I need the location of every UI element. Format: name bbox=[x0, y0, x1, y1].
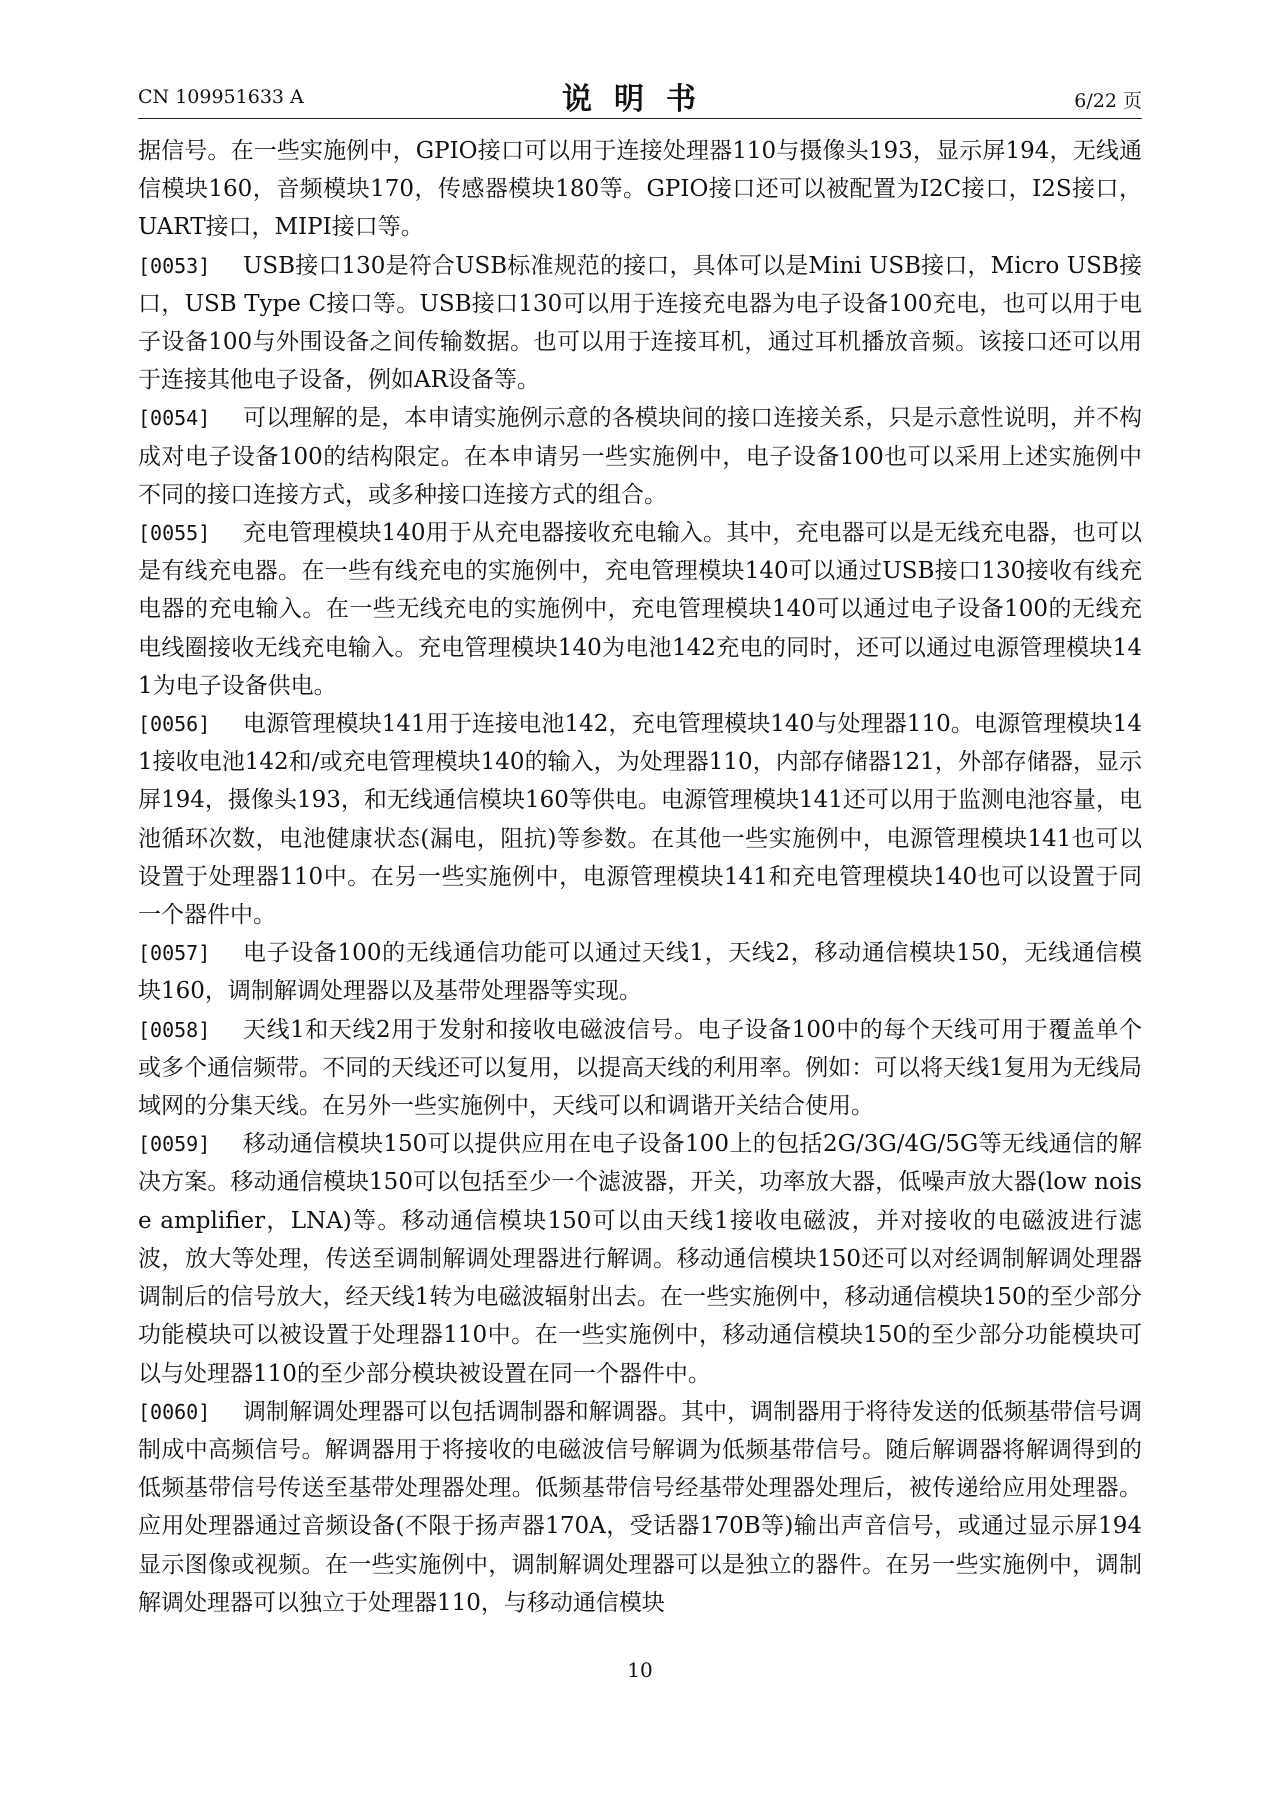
patent-number: CN 109951633 A bbox=[138, 86, 304, 108]
paragraph-0059 bbox=[138, 1125, 1142, 1392]
paragraph-text: 移动通信模块150可以提供应用在电子设备100上的包括2G/3G/4G/5G等无线通信的解决方案。移动通信模块150可以包括至少一个滤波器，开关，功率放大器，低噪声放大器(low noise amplifier，LNA)等。移动通信模块150可以由天线1接收电磁波，并对接收的电磁波进行滤波，放大等处理，传送至调制解调处理器进行解调。移动通信模块150还可以对经调制解调处理器调制后的信号放大，经天线1转为电磁波辐射出去。在一些实施例中，移动通信模块150的至少部分功能模块可以被设置于处理器110中。在一些实施例中，移动通信模块150的至少部分功能模块可以与处理器110的至少部分模块被设置在同一个器件中。 bbox=[138, 1131, 1142, 1387]
paragraph-text: 充电管理模块140用于从充电器接收充电输入。其中，充电器可以是无线充电器，也可以是有线充电器。在一些有线充电的实施例中，充电管理模块140可以通过USB接口130接收有线充电器的充电输入。在一些无线充电的实施例中，充电管理模块140可以通过电子设备100的无线充电线圈接收无线充电输入。充电管理模块140为电池142充电的同时，还可以通过电源管理模块141为电子设备供电。 bbox=[138, 520, 1142, 699]
paragraph-number: [0056] bbox=[138, 712, 211, 737]
paragraph-0060 bbox=[138, 1393, 1142, 1622]
paragraph-number: [0057] bbox=[138, 941, 211, 966]
paragraph-number: [0055] bbox=[138, 521, 211, 546]
paragraph-text: 电源管理模块141用于连接电池142，充电管理模块140与处理器110。电源管理模块141接收电池142和/或充电管理模块140的输入，为处理器110，内部存储器121，外部存储器，显示屏194，摄像头193，和无线通信模块160等供电。电源管理模块141还可以用于监测电池容量，电池循环次数，电池健康状态(漏电，阻抗)等参数。在其他一些实施例中，电源管理模块141也可以设置于处理器110中。在另一些实施例中，电源管理模块141和充电管理模块140也可以设置于同一个器件中。 bbox=[138, 711, 1142, 929]
paragraph-number: [0059] bbox=[138, 1132, 211, 1157]
page-header bbox=[138, 74, 1142, 118]
paragraph-text: USB接口130是符合USB标准规范的接口，具体可以是Mini USB接口，Micro USB接口，USB Type C接口等。USB接口130可以用于连接充电器为电子设备100充电，也可以用于电子设备100与外围设备之间传输数据。也可以用于连接耳机，通过耳机播放音频。该接口还可以用于连接其他电子设备，例如AR设备等。 bbox=[138, 252, 1142, 394]
paragraph-0058 bbox=[138, 1011, 1142, 1126]
paragraph-text: 天线1和天线2用于发射和接收电磁波信号。电子设备100中的每个天线可用于覆盖单个或多个通信频带。不同的天线还可以复用，以提高天线的利用率。例如：可以将天线1复用为无线局域网的分集天线。在另外一些实施例中，天线可以和调谐开关结合使用。 bbox=[138, 1016, 1142, 1120]
page-number: 10 bbox=[627, 1658, 653, 1682]
paragraph-number: [0060] bbox=[138, 1399, 211, 1424]
paragraph-number: [0058] bbox=[138, 1017, 211, 1042]
paragraph-text: 可以理解的是，本申请实施例示意的各模块间的接口连接关系，只是示意性说明，并不构成对电子设备100的结构限定。在本申请另一些实施例中，电子设备100也可以采用上述实施例中不同的接口连接方式，或多种接口连接方式的组合。 bbox=[138, 405, 1142, 508]
paragraph-0055 bbox=[138, 514, 1142, 705]
page-indicator: 6/22 页 bbox=[1074, 90, 1142, 112]
paragraph-0056 bbox=[138, 705, 1142, 934]
paragraph-text: 据信号。在一些实施例中，GPIO接口可以用于连接处理器110与摄像头193，显示屏194，无线通信模块160，音频模块170，传感器模块180等。GPIO接口还可以被配置为I2C接口，I2S接口，UART接口，MIPI接口等。 bbox=[138, 138, 1142, 241]
paragraph-0057 bbox=[138, 934, 1142, 1010]
paragraph-number: [0053] bbox=[138, 253, 211, 278]
document-title: 说明书 bbox=[562, 82, 718, 117]
header-divider bbox=[138, 118, 1142, 119]
paragraph-text: 调制解调处理器可以包括调制器和解调器。其中，调制器用于将待发送的低频基带信号调制成中高频信号。解调器用于将接收的电磁波信号解调为低频基带信号。随后解调器将解调得到的低频基带信号传送至基带处理器处理。低频基带信号经基带处理器处理后，被传递给应用处理器。应用处理器通过音频设备(不限于扬声器170A，受话器170B等)输出声音信号，或通过显示屏194显示图像或视频。在一些实施例中，调制解调处理器可以是独立的器件。在另一些实施例中，调制解调处理器可以独立于处理器110，与移动通信模块 bbox=[138, 1398, 1142, 1616]
paragraph-number: [0054] bbox=[138, 406, 211, 431]
document-body bbox=[138, 132, 1142, 1622]
paragraph-text: 电子设备100的无线通信功能可以通过天线1，天线2，移动通信模块150，无线通信模块160，调制解调处理器以及基带处理器等实现。 bbox=[138, 940, 1142, 1005]
paragraph-0054 bbox=[138, 399, 1142, 514]
paragraph-0053 bbox=[138, 247, 1142, 400]
paragraph-continued bbox=[138, 132, 1142, 247]
